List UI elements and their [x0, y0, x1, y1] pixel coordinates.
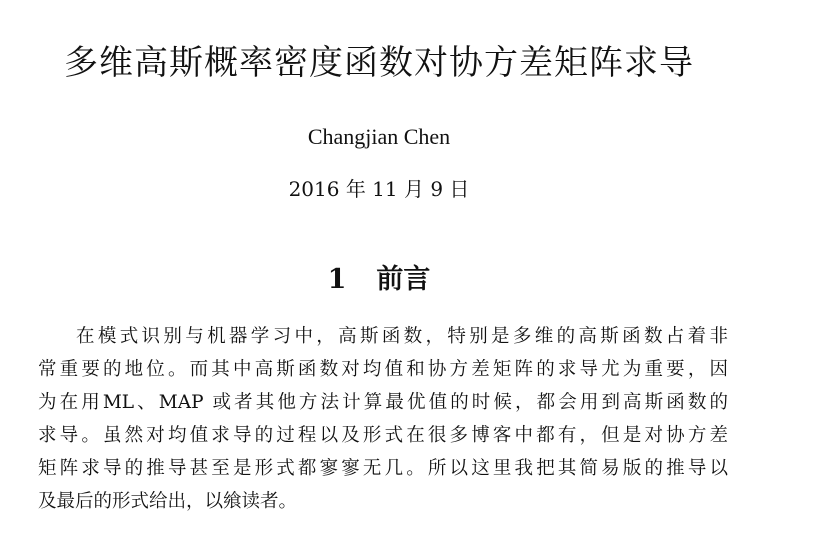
paragraph-line: 在模式识别与机器学习中，高斯函数，特别是多维的高斯函数占着非 — [76, 326, 728, 347]
section-heading — [0, 260, 758, 300]
paragraph-line: 求导。虽然对均值求导的过程以及形式在很多博客中都有，但是对协方差 — [38, 425, 728, 446]
paragraph-line: 常重要的地位。而其中高斯函数对均值和协方差矩阵的求导尤为重要，因 — [38, 359, 728, 380]
document-title: 多维高斯概率密度函数对协方差矩阵求导 — [64, 43, 694, 83]
author-name: Changjian Chen — [307, 124, 451, 149]
paragraph-line: 及最后的形式给出，以飨读者。 — [38, 491, 298, 512]
section-number: 1 — [327, 264, 347, 295]
paragraph-line: 矩阵求导的推导甚至是形式都寥寥无几。所以这里我把其简易版的推导以 — [38, 458, 728, 479]
publication-date: 2016 年 11 月 9 日 — [288, 177, 470, 201]
paragraph-line: 为在用ML、MAP 或者其他方法计算最优值的时候，都会用到高斯函数的 — [38, 392, 728, 413]
intro-paragraph — [38, 320, 728, 518]
section-title: 前言 — [376, 264, 431, 295]
